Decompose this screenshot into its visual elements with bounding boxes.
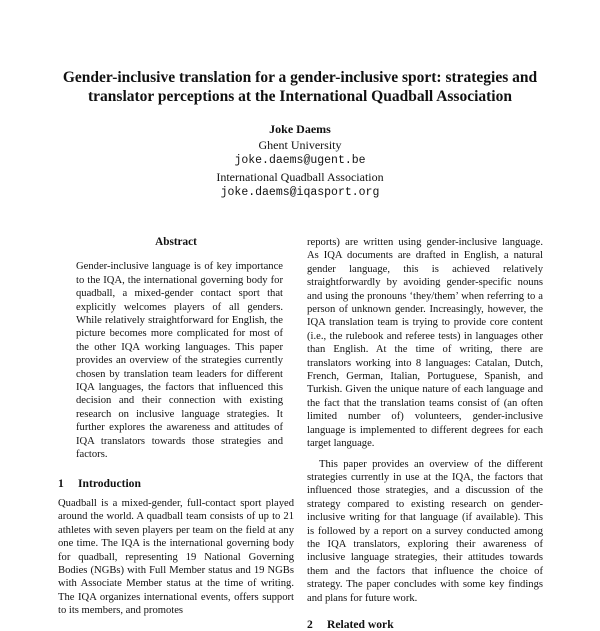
right-paragraph-2: This paper provides an overview of the different strategies currently in use at the IQA, the factors that influenced those strategies, and a discussion of the strategy compared to existing research on gender-inclusive writing for that language (if available). This is followed by a report on a survey conducted among the IQA translators, exploring their awareness of inclusive language strategies, their attitudes towards them and the factors that influence the choice of strategy. The paper concludes with some key findings and plans for future work. bbox=[307, 458, 543, 604]
section-title: Related work bbox=[327, 617, 394, 631]
abstract-text: Gender-inclusive language is of key importance to the IQA, the international governing body for quadball, a mixed-gender contact sport that explicitly welcomes players of all genders. While relatively straightforward for English, the picture becomes more complicated for most of the other IQA working languages. This paper provides an overview of the strategies currently chosen by translation team leaders for different IQA languages, the factors that influenced this decision and their connection with existing research on inclusive language strategies. It further explores the awareness and attitudes of IQA translators towards those strategies and factors. bbox=[76, 261, 283, 461]
section-title: Introduction bbox=[78, 476, 141, 490]
right-column bbox=[307, 236, 543, 631]
section-heading-related-work bbox=[307, 618, 543, 631]
left-column bbox=[58, 236, 294, 618]
author-email-2[interactable]: joke.daems@iqasport.org bbox=[220, 186, 380, 199]
section-heading-introduction bbox=[58, 477, 294, 490]
section-number: 1 bbox=[58, 476, 64, 490]
author-name: Joke Daems bbox=[269, 122, 331, 136]
author-block bbox=[100, 121, 500, 201]
paper-title: Gender-inclusive translation for a gender-inclusive sport: strategies and translator perceptions at the International Quadball Association bbox=[62, 69, 538, 105]
author-affiliation-2: International Quadball Association bbox=[216, 170, 384, 184]
section-number: 2 bbox=[307, 617, 313, 631]
author-affiliation-1: Ghent University bbox=[258, 138, 342, 152]
right-paragraph-1: reports) are written using gender-inclusive language. As IQA documents are drafted in English, a natural gender language, this is achieved relatively straightforwardly by avoiding gender-specific nouns and using the pronouns ‘they/them’ when referring to a person of unknown gender. Increasingly, however, the IQA translation team is trying to provide core content (i.e., the rulebook and referee tests) in languages other than English. At the time of writing, there are translators working into 8 languages: Catalan, Dutch, French, German, Italian, Portuguese, Spanish, and Turkish. Given the unique nature of each language and the fact that the translation teams consist of (an often limited number of) volunteers, gender-inclusive language is implemented to different degrees for each target language. bbox=[307, 237, 543, 450]
introduction-paragraph: Quadball is a mixed-gender, full-contact sport played around the world. A quadball team consists of up to 21 athletes with seven players per team on the field at any one time. The IQA is the international governing body for quadball, representing 19 National Governing Bodies (NGBs) with Full Member status and 19 NGBs with Associate Member status at the time of writing. The IQA organizes international events, offers support to its members, and promotes bbox=[58, 497, 294, 617]
abstract-heading: Abstract bbox=[155, 236, 197, 248]
author-email-1[interactable]: joke.daems@ugent.be bbox=[234, 154, 366, 167]
